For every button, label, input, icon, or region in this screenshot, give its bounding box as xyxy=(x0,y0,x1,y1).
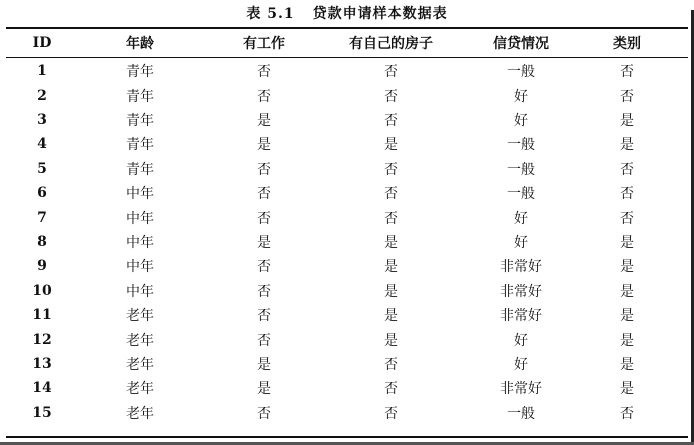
cell-age: 老年 xyxy=(126,332,154,349)
cell-owns-house: 否 xyxy=(384,186,398,203)
cell-owns-house: 是 xyxy=(384,234,398,251)
cell-has-job: 否 xyxy=(257,88,271,105)
cell-has-job: 否 xyxy=(257,259,271,276)
cell-id: 15 xyxy=(32,404,52,421)
cell-has-job: 否 xyxy=(257,64,271,81)
cell-has-job: 否 xyxy=(257,186,271,203)
cell-credit: 好 xyxy=(514,112,528,129)
cell-has-job: 否 xyxy=(257,210,271,227)
cell-class: 否 xyxy=(620,405,634,422)
table-row xyxy=(6,279,688,303)
table-row xyxy=(6,254,688,278)
table-row xyxy=(6,83,688,107)
cell-age: 中年 xyxy=(126,283,154,300)
cell-age: 老年 xyxy=(126,405,154,422)
cell-credit: 非常好 xyxy=(500,283,542,300)
cell-has-job: 否 xyxy=(257,332,271,349)
table-row xyxy=(6,303,688,327)
cell-age: 老年 xyxy=(126,308,154,325)
cell-has-job: 是 xyxy=(257,381,271,398)
cell-has-job: 是 xyxy=(257,234,271,251)
cell-owns-house: 否 xyxy=(384,64,398,81)
cell-class: 是 xyxy=(620,332,634,349)
cell-class: 否 xyxy=(620,186,634,203)
cell-owns-house: 是 xyxy=(384,332,398,349)
cell-id: 10 xyxy=(32,282,52,299)
header-credit: 信贷情况 xyxy=(493,36,549,52)
cell-id: 6 xyxy=(37,185,47,202)
cell-class: 是 xyxy=(620,381,634,398)
table-caption-number: 表 5.1 xyxy=(246,6,295,22)
table-row xyxy=(6,376,688,400)
header-has-job: 有工作 xyxy=(243,36,285,52)
cell-class: 是 xyxy=(620,234,634,251)
cell-credit: 非常好 xyxy=(500,381,542,398)
cell-class: 是 xyxy=(620,308,634,325)
table-caption xyxy=(0,3,694,23)
cell-age: 青年 xyxy=(126,137,154,154)
table-row xyxy=(6,132,688,156)
cell-owns-house: 否 xyxy=(384,88,398,105)
header-owns-house: 有自己的房子 xyxy=(349,36,433,52)
cell-age: 中年 xyxy=(126,186,154,203)
cell-age: 老年 xyxy=(126,356,154,373)
cell-credit: 好 xyxy=(514,356,528,373)
cell-age: 青年 xyxy=(126,64,154,81)
cell-age: 中年 xyxy=(126,210,154,227)
cell-has-job: 是 xyxy=(257,112,271,129)
cell-id: 2 xyxy=(37,87,47,104)
cell-credit: 好 xyxy=(514,210,528,227)
cell-id: 7 xyxy=(37,209,47,226)
cell-credit: 一般 xyxy=(507,405,535,422)
cell-id: 11 xyxy=(32,307,52,324)
cell-credit: 好 xyxy=(514,332,528,349)
cell-id: 5 xyxy=(37,160,47,177)
cell-id: 12 xyxy=(32,331,52,348)
cell-has-job: 是 xyxy=(257,137,271,154)
cell-owns-house: 否 xyxy=(384,161,398,178)
cell-has-job: 否 xyxy=(257,308,271,325)
cell-class: 否 xyxy=(620,64,634,81)
cell-age: 青年 xyxy=(126,112,154,129)
cell-credit: 非常好 xyxy=(500,259,542,276)
table-row xyxy=(6,327,688,351)
cell-class: 否 xyxy=(620,161,634,178)
cell-credit: 一般 xyxy=(507,137,535,154)
cell-id: 9 xyxy=(37,258,47,275)
cell-class: 是 xyxy=(620,283,634,300)
cell-age: 青年 xyxy=(126,161,154,178)
table-bottom-rule xyxy=(6,436,688,438)
cell-owns-house: 否 xyxy=(384,356,398,373)
cell-owns-house: 是 xyxy=(384,283,398,300)
cell-owns-house: 是 xyxy=(384,308,398,325)
table-row xyxy=(6,230,688,254)
cell-age: 老年 xyxy=(126,381,154,398)
table-row xyxy=(6,157,688,181)
cell-id: 14 xyxy=(32,380,52,397)
cell-credit: 好 xyxy=(514,234,528,251)
table-row xyxy=(6,401,688,425)
table-row xyxy=(6,59,688,83)
cell-class: 是 xyxy=(620,259,634,276)
cell-age: 中年 xyxy=(126,259,154,276)
cell-credit: 一般 xyxy=(507,64,535,81)
cell-id: 8 xyxy=(37,233,47,250)
cell-id: 4 xyxy=(37,136,47,153)
header-age: 年龄 xyxy=(126,36,154,52)
cell-credit: 一般 xyxy=(507,186,535,203)
header-class: 类别 xyxy=(613,36,641,52)
cell-owns-house: 是 xyxy=(384,137,398,154)
cell-class: 否 xyxy=(620,210,634,227)
table-row xyxy=(6,108,688,132)
cell-owns-house: 否 xyxy=(384,381,398,398)
cell-class: 是 xyxy=(620,356,634,373)
cell-age: 中年 xyxy=(126,234,154,251)
cell-has-job: 否 xyxy=(257,405,271,422)
cell-owns-house: 否 xyxy=(384,210,398,227)
cell-credit: 一般 xyxy=(507,161,535,178)
cell-has-job: 是 xyxy=(257,356,271,373)
cell-class: 是 xyxy=(620,137,634,154)
cell-class: 否 xyxy=(620,88,634,105)
cell-has-job: 否 xyxy=(257,283,271,300)
table-header-row xyxy=(6,30,688,56)
cell-id: 1 xyxy=(37,63,47,80)
table-row xyxy=(6,205,688,229)
cell-owns-house: 否 xyxy=(384,405,398,422)
cell-has-job: 否 xyxy=(257,161,271,178)
cell-owns-house: 是 xyxy=(384,259,398,276)
cell-credit: 好 xyxy=(514,88,528,105)
table-header-rule xyxy=(6,57,688,58)
cell-id: 13 xyxy=(32,355,52,372)
header-id: ID xyxy=(32,35,52,51)
cell-owns-house: 否 xyxy=(384,112,398,129)
cell-credit: 非常好 xyxy=(500,308,542,325)
cell-age: 青年 xyxy=(126,88,154,105)
table-row xyxy=(6,352,688,376)
table-top-rule xyxy=(6,27,688,29)
cell-class: 是 xyxy=(620,112,634,129)
table-caption-title: 贷款申请样本数据表 xyxy=(312,6,448,22)
table-row xyxy=(6,181,688,205)
cell-id: 3 xyxy=(37,111,47,128)
